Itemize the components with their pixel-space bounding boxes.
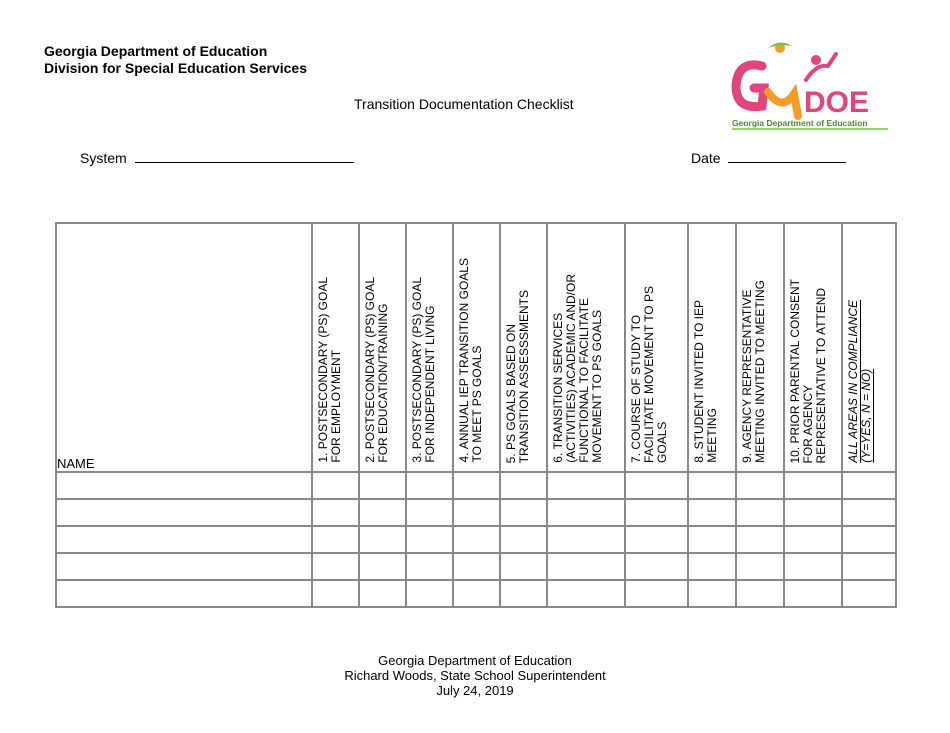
checklist-cell[interactable] (406, 526, 453, 553)
checklist-cell[interactable] (736, 553, 784, 580)
gadoe-logo (728, 40, 893, 132)
compliance-column-header (842, 223, 896, 472)
checklist-cell[interactable] (500, 526, 547, 553)
checklist-cell[interactable] (406, 580, 453, 607)
student-rows (56, 472, 896, 607)
col-header-10-text: 10. PRIOR PARENTAL CONSENT FOR AGENCY REPRESENTATIVE TO ATTEND (788, 278, 828, 463)
table-row (56, 580, 896, 607)
checklist-table (55, 222, 897, 608)
checklist-cell[interactable] (688, 472, 736, 499)
checklist-cell[interactable] (736, 526, 784, 553)
checklist-cell[interactable] (625, 580, 688, 607)
col-header-9 (736, 223, 784, 472)
checklist-cell[interactable] (547, 553, 625, 580)
checklist-cell[interactable] (500, 580, 547, 607)
checklist-cell[interactable] (736, 580, 784, 607)
checklist-cell[interactable] (359, 472, 406, 499)
checklist-cell[interactable] (312, 553, 359, 580)
footer-superintendent: Richard Woods, State School Superintendent (344, 668, 606, 683)
logo-tagline: Georgia Department of Education (732, 118, 868, 128)
system-input-line[interactable] (135, 150, 354, 163)
col-header-7-text: 7. COURSE OF STUDY TO FACILITATE MOVEMENT TO PS GOALS (629, 286, 669, 463)
name-cell[interactable] (56, 526, 312, 553)
checklist-cell[interactable] (359, 526, 406, 553)
logo-g-shape (736, 65, 764, 107)
checklist-cell[interactable] (547, 472, 625, 499)
checklist-cell[interactable] (359, 499, 406, 526)
checklist-cell[interactable] (784, 472, 842, 499)
col-header-3-text: 3. POSTSECONDARY (PS) GOAL FOR INDEPENDENT LIVING (410, 277, 437, 463)
footer-date: July 24, 2019 (436, 683, 514, 698)
name-cell[interactable] (56, 499, 312, 526)
checklist-cell[interactable] (359, 553, 406, 580)
checklist-cell[interactable] (359, 580, 406, 607)
date-field (691, 150, 846, 166)
checklist-cell[interactable] (500, 553, 547, 580)
checklist-cell[interactable] (312, 472, 359, 499)
col-header-4 (453, 223, 500, 472)
checklist-cell[interactable] (406, 553, 453, 580)
compliance-cell[interactable] (842, 526, 896, 553)
compliance-cell[interactable] (842, 580, 896, 607)
checklist-cell[interactable] (406, 472, 453, 499)
checklist-cell[interactable] (625, 472, 688, 499)
division-name: Division for Special Education Services (44, 60, 307, 76)
checklist-cell[interactable] (625, 499, 688, 526)
org-name: Georgia Department of Education (44, 43, 268, 59)
logo-a-shape (768, 92, 798, 116)
table-row (56, 526, 896, 553)
col-header-2 (359, 223, 406, 472)
checklist-cell[interactable] (453, 553, 500, 580)
checklist-cell[interactable] (736, 472, 784, 499)
document-title: Transition Documentation Checklist (354, 96, 574, 112)
checklist-cell[interactable] (500, 499, 547, 526)
table-row (56, 553, 896, 580)
checklist-cell[interactable] (784, 526, 842, 553)
date-input-line[interactable] (728, 150, 846, 163)
checklist-cell[interactable] (625, 553, 688, 580)
checklist-cell[interactable] (312, 499, 359, 526)
org-heading (44, 43, 307, 77)
checklist-cell[interactable] (547, 499, 625, 526)
system-label: System (80, 150, 127, 166)
header-row (56, 223, 896, 472)
col-header-8 (688, 223, 736, 472)
checklist-cell[interactable] (688, 580, 736, 607)
checklist-cell[interactable] (736, 499, 784, 526)
checklist-cell[interactable] (453, 472, 500, 499)
checklist-cell[interactable] (312, 580, 359, 607)
col-header-6-text: 6. TRANSITION SERVICES (ACTIVITIES) ACADEMIC AND/OR FUNCTIONAL TO FACILITATE MOVEMENT TO PS GOALS (551, 274, 604, 463)
checklist-cell[interactable] (406, 499, 453, 526)
checklist-cell[interactable] (625, 526, 688, 553)
compliance-cell[interactable] (842, 499, 896, 526)
col-header-10 (784, 223, 842, 472)
compliance-cell[interactable] (842, 553, 896, 580)
col-header-5 (500, 223, 547, 472)
col-header-1-text: 1. POSTSECONDARY (PS) GOAL FOR EMPLOYMENT (316, 277, 343, 463)
system-field (80, 150, 354, 166)
table-row (56, 472, 896, 499)
name-cell[interactable] (56, 553, 312, 580)
checklist-cell[interactable] (547, 580, 625, 607)
checklist-cell[interactable] (500, 472, 547, 499)
compliance-cell[interactable] (842, 472, 896, 499)
col-header-6 (547, 223, 625, 472)
col-header-4-text: 4. ANNUAL IEP TRANSITION GOALS TO MEET PS GOALS (457, 258, 484, 463)
checklist-cell[interactable] (784, 553, 842, 580)
name-cell[interactable] (56, 472, 312, 499)
checklist-cell[interactable] (784, 580, 842, 607)
checklist-cell[interactable] (784, 499, 842, 526)
checklist-cell[interactable] (453, 580, 500, 607)
logo-figure-head (811, 55, 821, 65)
col-header-7 (625, 223, 688, 472)
col-header-5-text: 5. PS GOALS BASED ON TRANSITION ASSESSSMENTS (504, 289, 531, 463)
logo-figure-arm (806, 54, 836, 80)
table-row (56, 499, 896, 526)
checklist-cell[interactable] (688, 499, 736, 526)
col-header-9-text: 9. AGENCY REPRESENTATIVE MEETING INVITED TO MEETING (740, 280, 767, 463)
col-header-2-text: 2. POSTSECONDARY (PS) GOAL FOR EDUCATION/TRAINING (363, 277, 390, 463)
checklist-cell[interactable] (688, 526, 736, 553)
name-cell[interactable] (56, 580, 312, 607)
name-header-label: NAME (57, 456, 95, 471)
checklist-cell[interactable] (688, 553, 736, 580)
col-header-8-text: 8. STUDENT INVITED TO IEP MEETING (692, 300, 719, 463)
footer-org: Georgia Department of Education (378, 653, 572, 668)
col-header-1 (312, 223, 359, 472)
col-header-3 (406, 223, 453, 472)
name-column-header (56, 223, 312, 472)
checklist-cell[interactable] (453, 526, 500, 553)
date-label: Date (691, 150, 721, 166)
footer (0, 653, 950, 698)
checklist-cell[interactable] (547, 526, 625, 553)
logo-wordmark-doe: DOE (804, 86, 870, 119)
checklist-cell[interactable] (312, 526, 359, 553)
compliance-header-text: ALL AREAS IN COMPLIANCE (Y=YES, N = NO) (846, 300, 873, 463)
checklist-cell[interactable] (453, 499, 500, 526)
